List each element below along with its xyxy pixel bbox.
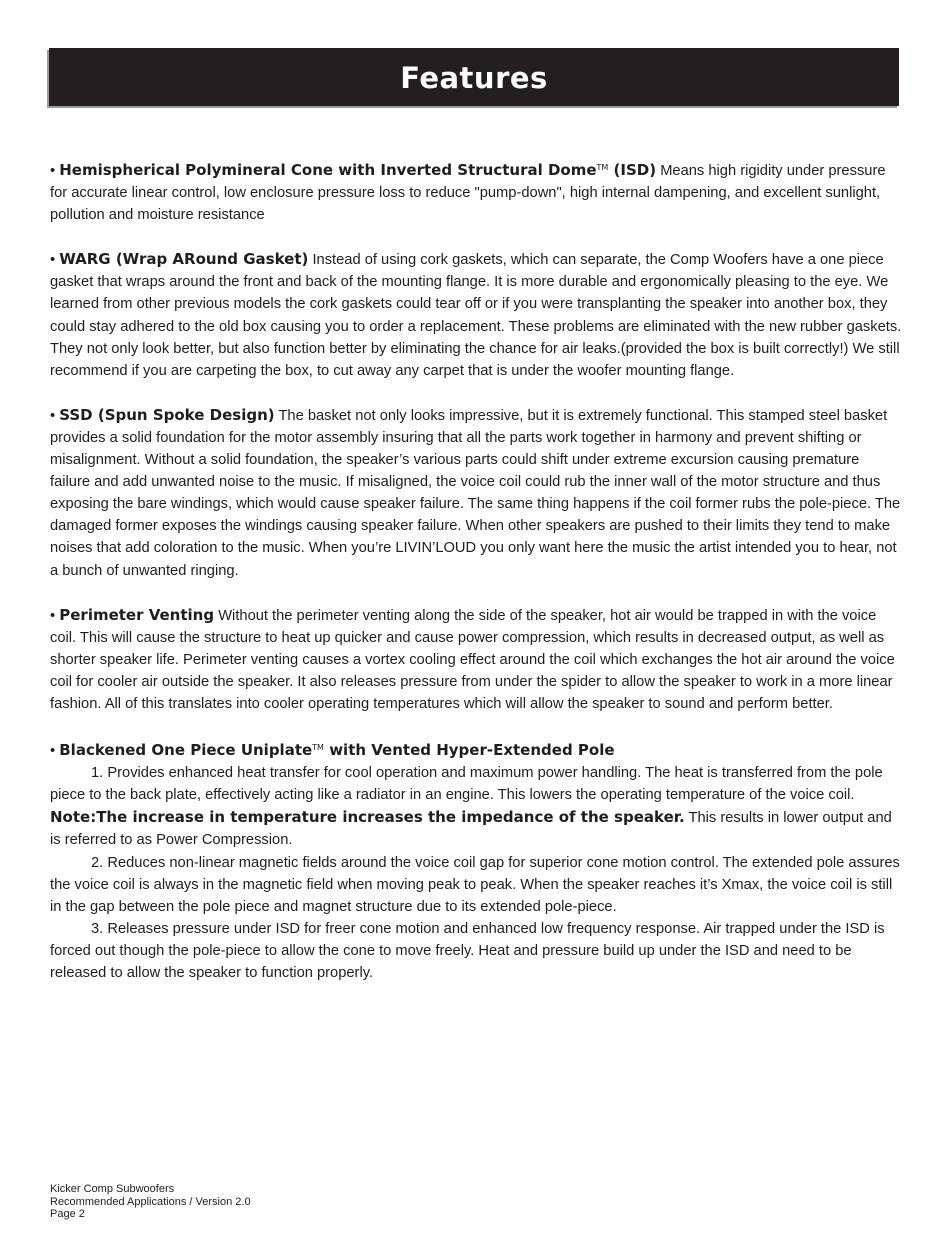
features-body	[50, 157, 902, 1006]
item-number: 2.	[91, 854, 104, 871]
bullet: •	[50, 407, 56, 424]
feature-text: Means high rigidity under pressure for accurate linear control, low enclosure pressure loss to reduce "pump-down", high internal dampening, and excellent sunlight, pollution and moisture resistance	[50, 163, 886, 224]
feature-text: The basket not only looks impressive, but it is extremely functional. This stamped steel basket provides a solid foundation for the motor assembly insuring that all the parts work together in harmony and prevent shifting or misalignment. Without a solid foundation, the speaker’s various parts could shift under extreme excursion causing premature failure and add unwanted noise to the music. If misaligned, the voice coil could rub the inner wall of the motor structure and thus exposing the bare windings, which would cause speaker failure. The same thing happens if the coil former rubs the pole-piece. The damaged former exposes the windings causing speaker failure. When other speakers are pushed to their limits they tend to make noises that add coloration to the music. When you’re LIVIN’LOUD you only want here the music the artist intended you to hear, not a bunch of unwanted ringing.	[50, 407, 901, 579]
bullet: •	[50, 607, 56, 624]
uniplate-heading-line	[50, 737, 902, 762]
feature-heading: Blackened One Piece Uniplate™ with Vented Hyper-Extended Pole	[59, 741, 615, 760]
page-title: Features	[400, 61, 548, 95]
uniplate-item-2	[50, 852, 902, 918]
item-note: Note:The increase in temperature increases the impedance of the speaker.	[50, 808, 685, 827]
feature-text: Without the perimeter venting along the side of the speaker, hot air would be trapped in with the voice coil. This will cause the structure to heat up quicker and cause power compression, which results in decreased output, as well as shorter speaker life. Perimeter venting causes a vortex cooling effect around the coil which exchanges the hot air around the voice coil for cooler air outside the speaker. It also releases pressure from under the spider to allow the speaker to work in a more linear fashion. All of this translates into cooler operating temperatures which will allow the speaker to sound and perform better.	[50, 607, 895, 712]
uniplate-item-3	[50, 918, 902, 984]
feature-uniplate	[50, 737, 902, 984]
trademark-mark: TM	[596, 163, 609, 172]
feature-heading: SSD (Spun Spoke Design)	[59, 405, 275, 424]
bullet: •	[50, 163, 56, 179]
page-footer	[50, 1183, 251, 1221]
feature-perimeter-venting	[50, 604, 902, 715]
footer-page-number: Page 2	[50, 1208, 85, 1220]
title-banner	[49, 48, 899, 106]
feature-text: Instead of using cork gaskets, which can separate, the Comp Woofers have a one piece gasket that wraps around the front and back of the mounting flange. It is more durable and ergonomically pleasing to the eye. We learned from other previous models the cork gaskets could tear off or if you were transplanting the speaker into another box, they could stay adhered to the old box causing you to order a replacement. These problems are eliminated with the new rubber gaskets. They not only look better, but also function better by eliminating the chance for air leaks.(provided the box is built correctly!) We still recommend if you are carpeting the box, to cut away any carpet that is under the woofer mounting flange.	[50, 252, 902, 379]
item-text: Releases pressure under ISD for freer cone motion and enhanced low frequency response. Air trapped under the ISD is forced out though the pole-piece to allow the cone to move freely. Heat and pressure build up under the ISD and need to be released to allow the speaker to function properly.	[50, 920, 885, 981]
feature-heading: Perimeter Venting	[59, 605, 215, 624]
footer-version: Recommended Applications / Version 2.0	[50, 1195, 251, 1208]
item-text-after: This results in lower output and is referred to as Power Compression.	[50, 810, 892, 849]
footer-product: Kicker Comp Subwoofers	[50, 1183, 175, 1195]
item-text: Provides enhanced heat transfer for cool operation and maximum power handling. The heat is transferred from the pole piece to the back plate, effectively acting like a radiator in an engine. This lowers the operating temperature of the voice coil.	[50, 765, 883, 804]
item-text: Reduces non-linear magnetic fields around the voice coil gap for superior cone motion control. The extended pole assures the voice coil is always in the magnetic field when moving peak to peak. When the speaker reaches it’s Xmax, the voice coil is still in the gap between the pole piece and magnet structure due to its extended pole-piece.	[50, 854, 900, 915]
trademark-mark: TM	[312, 743, 324, 753]
bullet: •	[50, 252, 56, 269]
item-number: 1.	[91, 765, 104, 782]
feature-warg	[50, 248, 902, 382]
feature-heading: Hemispherical Polymineral Cone with Inverted Structural Dome™ (ISD)	[59, 161, 657, 179]
feature-ssd	[50, 404, 902, 582]
uniplate-item-1	[50, 762, 902, 851]
feature-heading: WARG (Wrap ARound Gasket)	[59, 250, 309, 269]
bullet: •	[50, 743, 56, 760]
feature-isd	[50, 157, 902, 226]
item-number: 3.	[91, 920, 104, 937]
